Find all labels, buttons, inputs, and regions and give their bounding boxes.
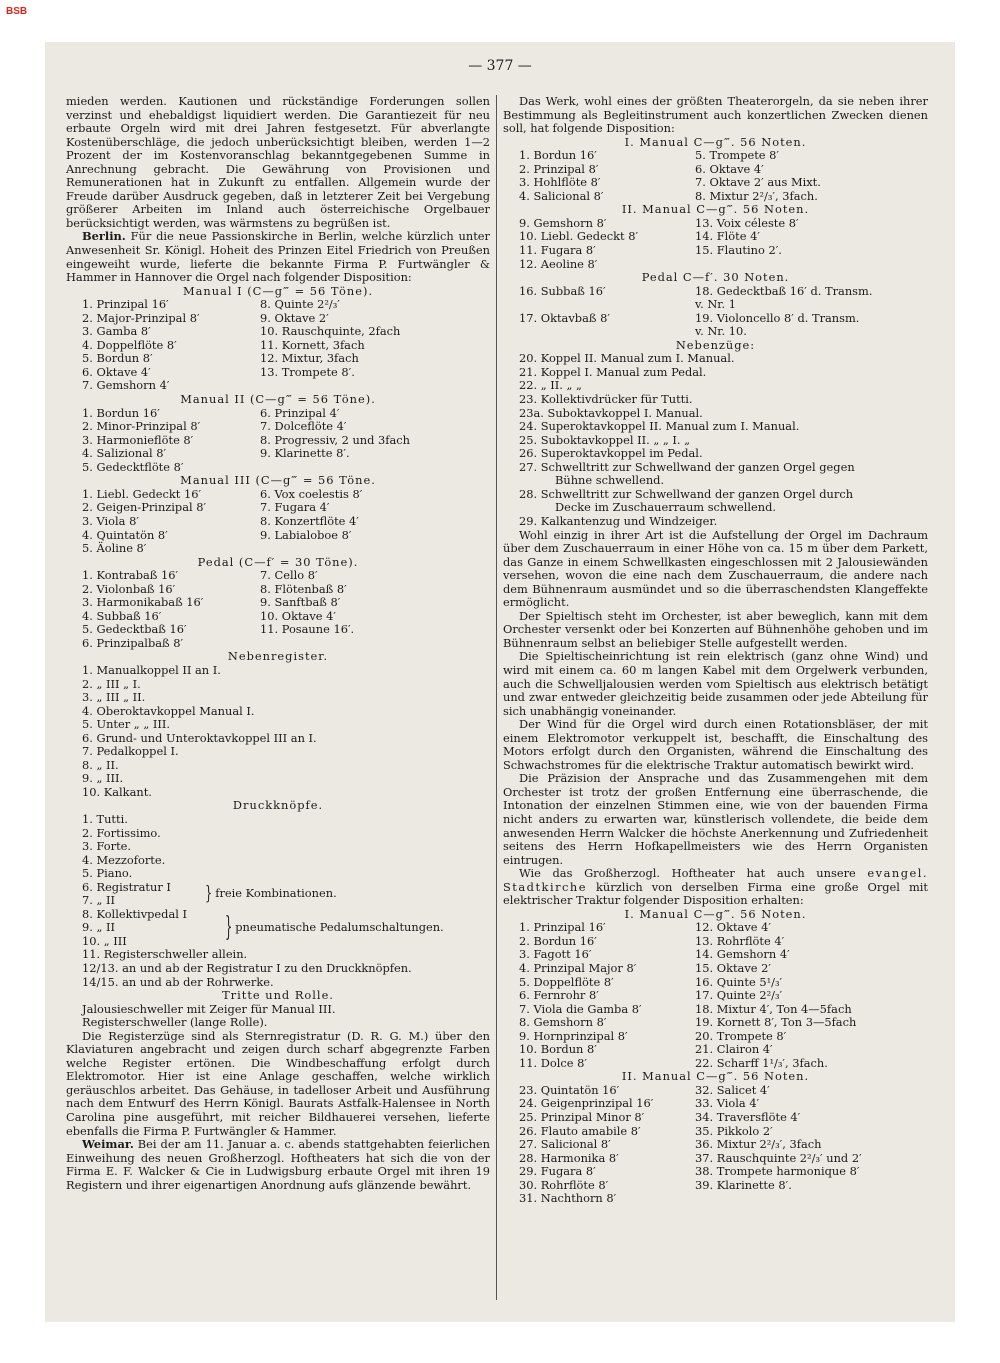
paragraph: [503, 867, 928, 908]
stop-row: [503, 976, 928, 990]
stop-entry: 9. Klarinette 8′.: [260, 446, 350, 461]
stop-entry: 4. Quintatön 8′: [82, 527, 168, 542]
list-item: 10. „ III: [82, 933, 127, 948]
stop-entry: [519, 298, 695, 312]
stop-row: [66, 434, 490, 448]
paragraph: Der Spieltisch steht im Orchester, ist aber beweglich, kann mit dem Orchester versenkt oder bei Konzerten auf Bühnenhöhe gehoben und im Bühnenraum selbst an beliebiger Stelle aufgestellt werden.: [503, 608, 928, 650]
section-heading: I. Manual C—g‴. 56 Noten.: [624, 906, 807, 921]
stop-entry: 8. Gemshorn 8′: [519, 1015, 607, 1030]
list-item: 28. Schwelltritt zur Schwellwand der ganzen Orgel durch: [519, 486, 854, 501]
section-heading: Manual III (C—g‴ = 56 Töne.: [180, 473, 376, 488]
list-item: 5. Piano.: [82, 866, 133, 881]
list-item: 2. „ III „ I.: [82, 676, 141, 691]
list-item: 6. Grund- und Unteroktavkoppel III an I.: [82, 730, 317, 745]
stop-entry: 17. Quinte 2²/₃′: [695, 988, 783, 1003]
stop-row: [66, 339, 490, 353]
stop-entry: 23. Quintatön 16′: [519, 1082, 620, 1097]
stop-entry: 25. Prinzipal Minor 8′: [519, 1110, 645, 1125]
library-mark: BSB: [6, 6, 28, 17]
stop-entry: 28. Harmonika 8′: [519, 1150, 619, 1165]
stop-entry: 5. Bordun 8′: [82, 351, 153, 366]
stop-entry: 5. Äoline 8′: [82, 541, 147, 556]
stop-entry: 11. Fugara 8′: [519, 243, 596, 258]
place-name: Berlin.: [82, 229, 126, 244]
list-item: 4. Mezzoforte.: [82, 852, 166, 867]
register-list: [66, 664, 490, 799]
list-item: 7. Pedalkoppel I.: [82, 744, 179, 759]
stop-entry: 8. Konzertflöte 4′: [260, 513, 359, 528]
stop-row: [503, 962, 928, 976]
paragraph: Wohl einzig in ihrer Art ist die Aufstellung der Orgel im Dachraum über dem Zuschauerraum in einer Höhe von ca. 15 m über dem Parkett, das Ganze in einem Schwellkasten eingeschlossen mit 2 Jalousiewänden versehen, wovon die eine nach dem Zuschauerraum, die andere nach dem Bühnenraum ausmündet und so die überraschendsten Klangeffekte ermöglicht.: [503, 527, 928, 610]
stop-row: [66, 407, 490, 421]
list-item: 4. Oberoktavkoppel Manual I.: [82, 703, 255, 718]
stop-row: [66, 596, 490, 610]
stop-entry: 2. Minor-Prinzipal 8′: [82, 419, 201, 434]
stop-entry: 35. Pikkolo 2′: [695, 1123, 773, 1138]
stop-row: [503, 1043, 928, 1057]
stop-row: [503, 1097, 928, 1111]
stop-entry: 1. Bordun 16′: [82, 405, 160, 420]
stop-row: [503, 1165, 928, 1179]
stop-entry: 5. Gedecktflöte 8′: [82, 459, 184, 474]
stop-entry: 5. Gedecktbaß 16′: [82, 622, 187, 637]
brace-label: pneumatische Pedalumschaltungen.: [235, 920, 444, 935]
list-item: 23a. Suboktavkoppel I. Manual.: [519, 405, 703, 420]
pedal-list: [66, 1003, 490, 1030]
stop-list: [503, 1084, 928, 1206]
list-item: 3. „ III „ II.: [82, 690, 146, 705]
paragraph: Das Werk, wohl eines der größten Theaterorgeln, da sie neben ihrer Bestimmung als Begleitinstrument auch konzertlichen Zwecken dienen soll, hat folgende Disposition:: [503, 94, 928, 136]
stop-entry: 1. Liebl. Gedeckt 16′: [82, 486, 202, 501]
stop-entry: 10. Oktave 4′: [260, 608, 336, 623]
stop-row: [503, 190, 928, 204]
coupler-list: [503, 352, 928, 460]
stop-row: [66, 420, 490, 434]
stop-row: [66, 501, 490, 515]
stop-entry: 7. Oktave 2′ aus Mixt.: [695, 175, 821, 190]
stop-entry: 7. Viola die Gamba 8′: [519, 1001, 642, 1016]
stop-row: [503, 230, 928, 244]
list-item: Bühne schwellend.: [555, 473, 665, 488]
list-item: 23. Kollektivdrücker für Tutti.: [519, 392, 693, 407]
stop-entry: 15. Oktave 2′: [695, 961, 771, 975]
stop-entry: 9. Oktave 2′: [260, 310, 329, 325]
stop-row: [66, 542, 490, 556]
section-heading: Tritte und Rolle.: [222, 988, 334, 1003]
stop-row: [503, 149, 928, 163]
page-number: — 377 —: [468, 58, 532, 74]
stop-row: [503, 1138, 928, 1152]
list-item: 9. „ II: [82, 920, 116, 935]
stop-entry: 24. Geigenprinzipal 16′: [519, 1096, 654, 1111]
stop-row: [66, 366, 490, 380]
brace-group: [66, 908, 490, 949]
stop-entry: 12. Mixtur, 3fach: [260, 351, 359, 366]
paragraph: Die Registerzüge sind als Sternregistratur (D. R. G. M.) über den Klaviaturen angebracht und zeigen durch scharf abgegrenzte Farben welche Register ertönen. Die Windbeschaffung erfolgt durch Elektromotor. Hier ist eine Anlage geschaffen, welche wirklich geräuschlos arbeitet. Das Gehäuse, in tadelloser Arbeit und Ausführung nach dem Entwurf des Herrn Königl. Baurats Astfalk-Halensee in North Carolina pine ausgeführt, mit reicher Bildhauerei versehen, lieferte ebenfalls die Firma P. Furtwängler & Hammer.: [66, 1028, 490, 1138]
stop-row: [66, 312, 490, 326]
stop-entry: 13. Trompete 8′.: [260, 364, 355, 379]
stop-entry: 9. Hornprinzipal 8′: [519, 1028, 628, 1043]
paragraph: Die Spieltischeinrichtung ist rein elektrisch (ganz ohne Wind) und wird mit einem ca. 60 m langen Kabel mit dem Orgelwerk verbunden, auch die Schwelljalousien werden vom Spieltisch aus elektrisch betätigt und zwar entweder gleichzeitig beide zusammen oder jede Abteilung für sich unabhängig voneinander.: [503, 649, 928, 718]
stop-row: [66, 447, 490, 461]
stop-row: [503, 1192, 928, 1206]
list-item: 21. Koppel I. Manual zum Pedal.: [519, 364, 707, 379]
brace-label: freie Kombinationen.: [215, 886, 337, 901]
list-item: 20. Koppel II. Manual zum I. Manual.: [519, 351, 735, 366]
stop-entry: 16. Quinte 5¹/₃′: [695, 974, 783, 989]
stop-entry: 7. Fugara 4′: [260, 500, 330, 515]
list-item: 5. Unter „ „ III.: [82, 717, 170, 732]
list-item: 27. Schwelltritt zur Schwellwand der ganzen Orgel gegen: [519, 459, 855, 474]
stop-entry: 38. Trompete harmonique 8′: [695, 1164, 860, 1179]
stop-entry: 7. Gemshorn 4′: [82, 378, 170, 393]
stop-list: [66, 298, 490, 393]
stop-row: [503, 312, 928, 326]
stop-row: [503, 935, 928, 949]
stop-entry: 6. Oktave 4′: [82, 364, 151, 379]
section-heading: Nebenzüge:: [675, 337, 756, 352]
stop-row: [503, 1003, 928, 1017]
stop-row: [503, 244, 928, 258]
stop-entry: 6. Prinzipal 4′: [260, 405, 340, 420]
list-item: 9. „ III.: [82, 771, 124, 786]
list-item: 11. Registerschweller allein.: [82, 947, 248, 962]
stop-row: [503, 921, 928, 935]
list-item: 14/15. an und ab der Rohrwerke.: [82, 974, 274, 989]
stop-entry: 29. Fugara 8′: [519, 1164, 596, 1179]
stop-entry: 9. Labialoboe 8′: [260, 527, 352, 542]
stop-entry: 4. Salizional 8′: [82, 446, 167, 461]
stop-entry: 4. Subbaß 16′: [82, 608, 162, 623]
stop-entry: 34. Traversflöte 4′: [695, 1110, 801, 1125]
stop-entry: 36. Mixtur 2²/₃′, 3fach: [695, 1137, 822, 1152]
stop-row: [503, 1016, 928, 1030]
stop-row: [503, 285, 928, 299]
stop-entry: 22. Scharff 1¹/₃′, 3fach.: [695, 1055, 828, 1070]
stop-entry: 1. Prinzipal 16′: [519, 920, 606, 935]
stop-list: [66, 407, 490, 475]
stop-entry: 2. Bordun 16′: [519, 933, 597, 948]
section-heading: Pedal C—f′. 30 Noten.: [641, 270, 790, 285]
paragraph-text: kürzlich von derselben Firma eine große Orgel mit elektrischer Traktur folgender Disposition erhalten:: [503, 879, 928, 908]
stop-entry: 18. Gedecktbaß 16′ d. Transm.: [695, 283, 873, 298]
stop-row: [66, 461, 490, 475]
church-name: evangel. Stadtkirche: [503, 866, 929, 894]
stop-entry: 26. Flauto amabile 8′: [519, 1123, 641, 1138]
stop-row: [503, 217, 928, 231]
list-item: Registerschweller (lange Rolle).: [82, 1015, 268, 1030]
stop-list: [503, 149, 928, 203]
section-heading: Nebenregister.: [227, 649, 329, 664]
section-heading: Manual I (C—g‴ = 56 Töne).: [182, 283, 374, 298]
section-heading: II. Manual C—g‴. 56 Noten.: [621, 1069, 810, 1084]
stop-entry: 3. Fagott 16′: [519, 947, 592, 962]
paragraph: Der Wind für die Orgel wird durch einen Rotationsbläser, der mit einem Elektromotor verkuppelt ist, beschafft, die Einschaltung des Motors erfolgt durch den Organisten, während die Einschaltung des Schwachstromes für die elektrische Traktur automatisch bewirkt wird.: [503, 717, 928, 772]
stop-entry: 9. Gemshorn 8′: [519, 215, 607, 230]
stop-entry: 14. Flöte 4′: [695, 229, 760, 244]
paragraph: mieden werden. Kautionen und rückständige Forderungen sollen verzinst und ehebaldigst liquidiert werden. Die Garantiezeit für neu erbaute Orgeln wird mit drei Jahren festgesetzt. Für abverlangte Kostenüberschläge, die jedoch unberücksichtigt bleiben, werden 1—2 Prozent der im Kostenvoranschlag bekanntgegebenen Summe in Anrechnung gebracht. Die Gewährung von Provisionen und Remunerationen hat in Zukunft zu entfallen. Allgemein wurde der Freude darüber Ausdruck gegeben, daß in letzterer Zeit bei Vergebung größerer Arbeiten im Inland auch österreichische Orgelbauer berücksichtigt werden, was wärmstens zu begrüßen ist.: [66, 94, 490, 230]
stop-entry: 16. Subbaß 16′: [519, 283, 606, 298]
stop-row: [503, 1057, 928, 1071]
list-item: 24. Superoktavkoppel II. Manual zum I. Manual.: [519, 419, 800, 434]
button-list: [66, 948, 490, 989]
stop-row: [503, 1030, 928, 1044]
list-item: 26. Superoktavkoppel im Pedal.: [519, 446, 703, 461]
stop-entry: 2. Geigen-Prinzipal 8′: [82, 500, 207, 515]
section-heading: Pedal (C—f′ = 30 Töne).: [197, 554, 359, 569]
stop-entry: 4. Prinzipal Major 8′: [519, 961, 637, 975]
stop-list: [66, 488, 490, 556]
stop-entry: 21. Clairon 4′: [695, 1042, 773, 1057]
stop-entry: 8. Quinte 2²/₃′: [260, 297, 340, 312]
stop-row: [503, 1084, 928, 1098]
list-item: 12/13. an und ab der Registratur I zu den Druckknöpfen.: [82, 961, 412, 975]
brace: }: [205, 881, 213, 905]
right-column: [503, 95, 928, 1206]
stop-entry: 17. Oktavbaß 8′: [519, 310, 610, 325]
stop-entry: 3. Harmonieflöte 8′: [82, 432, 194, 447]
stop-entry: 5. Trompete 8′: [695, 148, 779, 163]
stop-entry: 3. Harmonikabaß 16′: [82, 595, 204, 610]
list-item: 2. Fortissimo.: [82, 825, 161, 840]
stop-entry: 3. Hohlflöte 8′: [519, 175, 601, 190]
stop-row: [66, 352, 490, 366]
stop-entry: 3. Gamba 8′: [82, 324, 151, 339]
stop-list: [503, 285, 928, 339]
stop-row: [66, 569, 490, 583]
stop-row: [66, 325, 490, 339]
section-heading: Manual II (C—g‴ = 56 Töne).: [180, 392, 376, 407]
stop-entry: 8. Mixtur 2²/₃′, 3fach.: [695, 188, 818, 203]
stop-row: [66, 515, 490, 529]
stop-entry: 4. Salicional 8′: [519, 188, 604, 203]
stop-entry: 10. Bordun 8′: [519, 1042, 597, 1057]
stop-row: [66, 298, 490, 312]
list-item: Decke im Zuschauerraum schwellend.: [555, 500, 777, 515]
stop-row: [66, 529, 490, 543]
stop-entry: 2. Prinzipal 8′: [519, 161, 599, 176]
paragraph-text: Bei der am 11. Januar a. c. abends stattgehabten feierlichen Einweihung des neuen Großherzogl. Hoftheaters hat sich die von der Firma E. F. Walcker & Cie in Ludwigsburg erbaute Orgel mit ihren 19 Registern und ihrer eigenartigen Anordnung aufs glänzende bewährt.: [66, 1137, 490, 1192]
place-name: Weimar.: [82, 1137, 134, 1152]
section-heading: Druckknöpfe.: [232, 798, 324, 813]
stop-entry: 19. Violoncello 8′ d. Transm.: [695, 310, 860, 325]
paragraph-text: Wie das Großherzogl. Hoftheater hat auch unsere: [519, 866, 856, 881]
stop-entry: 18. Mixtur 4′, Ton 4—5fach: [695, 1001, 852, 1016]
stop-entry: 11. Kornett, 3fach: [260, 337, 365, 352]
stop-entry: 8. Flötenbaß 8′: [260, 581, 347, 596]
list-item: 29. Kalkantenzug und Windzeiger.: [519, 513, 718, 528]
left-column: [66, 95, 490, 1192]
stop-entry: 7. Cello 8′: [260, 568, 318, 583]
stop-entry: 6. Prinzipalbaß 8′: [82, 635, 184, 650]
stop-entry: 2. Major-Prinzipal 8′: [82, 310, 200, 325]
paragraph-berlin: [66, 230, 490, 284]
stop-row: [503, 948, 928, 962]
stop-entry: 12. Oktave 4′: [695, 920, 771, 935]
list-item: 8. Kollektivpedal I: [82, 906, 188, 921]
stop-entry: 11. Posaune 16′.: [260, 622, 355, 637]
list-item: 25. Suboktavkoppel II. „ „ I. „: [519, 432, 691, 447]
stop-entry: 1. Bordun 16′: [519, 148, 597, 163]
stop-entry: 13. Rohrflöte 4′: [695, 933, 785, 948]
stop-row: [66, 488, 490, 502]
stop-entry: 19. Kornett 8′, Ton 3—5fach: [695, 1015, 857, 1030]
stop-row: [503, 258, 928, 272]
stop-entry: 1. Prinzipal 16′: [82, 297, 169, 312]
stop-entry: 6. Fernrohr 8′: [519, 988, 599, 1003]
stop-entry: 13. Voix céleste 8′: [695, 215, 799, 230]
stop-row: [503, 325, 928, 339]
list-item: 3. Forte.: [82, 839, 132, 854]
list-item: 1. Manualkoppel II an I.: [82, 662, 221, 677]
stop-entry: 31. Nachthorn 8′: [519, 1191, 617, 1206]
stop-entry: 7. Dolceflöte 4′: [260, 419, 347, 434]
paragraph: Die Präzision der Ansprache und das Zusammengehen mit dem Orchester ist trotz der großen Entfernung eine überraschende, die Intonation der einzelnen Stimmen eine, wie von der bauenden Firma nicht anders zu erwarten war, künstlerisch vollendete, die beide dem anwesenden Herrn Walcker die höchste Anerkennung und Zufriedenheit seitens des Herrn Hofkapellmeisters wie des Herrn Organisten eintrugen.: [503, 771, 928, 867]
list-item: 7. „ II: [82, 893, 116, 908]
stop-entry: 20. Trompete 8′: [695, 1028, 787, 1043]
stop-entry: 11. Dolce 8′: [519, 1055, 587, 1070]
list-item: 8. „ II.: [82, 757, 119, 772]
stop-entry: 6. Vox coelestis 8′: [260, 486, 363, 501]
stop-entry: 3. Viola 8′: [82, 513, 139, 528]
stop-entry: v. Nr. 1: [695, 297, 736, 312]
stop-entry: 39. Klarinette 8′.: [695, 1177, 792, 1192]
list-item: 22. „ II. „ „: [519, 378, 582, 393]
stop-row: [66, 623, 490, 637]
stop-list: [503, 217, 928, 271]
stop-entry: [519, 325, 695, 339]
stop-row: [66, 583, 490, 597]
stop-row: [503, 989, 928, 1003]
stop-list: [66, 569, 490, 650]
section-heading: I. Manual C—g‴. 56 Noten.: [624, 134, 807, 149]
paragraph-weimar: [66, 1138, 490, 1192]
stop-entry: 1. Kontrabaß 16′: [82, 568, 179, 583]
stop-entry: v. Nr. 10.: [695, 324, 747, 339]
stop-entry: 8. Progressiv, 2 und 3fach: [260, 432, 411, 447]
stop-entry: 5. Doppelflöte 8′: [519, 974, 614, 989]
list-item: 1. Tutti.: [82, 811, 128, 826]
brace-group: [66, 881, 490, 908]
stop-entry: 15. Flautino 2′.: [695, 243, 782, 258]
stop-row: [503, 176, 928, 190]
stop-entry: 9. Sanftbaß 8′: [260, 595, 341, 610]
stop-entry: 30. Rohrflöte 8′: [519, 1177, 609, 1192]
stop-row: [503, 1179, 928, 1193]
stop-entry: 4. Doppelflöte 8′: [82, 337, 177, 352]
stop-entry: 10. Liebl. Gedeckt 8′: [519, 229, 639, 244]
stop-list: [503, 921, 928, 1070]
stop-entry: 27. Salicional 8′: [519, 1137, 611, 1152]
stop-entry: 14. Gemshorn 4′: [695, 947, 790, 962]
stop-row: [503, 163, 928, 177]
stop-entry: 12. Aeoline 8′: [519, 256, 598, 271]
stop-row: [503, 1111, 928, 1125]
stop-row: [503, 298, 928, 312]
stop-entry: 10. Rauschquinte, 2fach: [260, 324, 401, 339]
section-heading: II. Manual C—g‴. 56 Noten.: [621, 202, 810, 217]
stop-entry: 33. Viola 4′: [695, 1096, 760, 1111]
list-item: 6. Registratur I: [82, 879, 171, 894]
button-list: [66, 813, 490, 881]
column-rule: [496, 95, 497, 1300]
stop-row: [503, 1125, 928, 1139]
stop-entry: 6. Oktave 4′: [695, 161, 764, 176]
stop-row: [66, 379, 490, 393]
stop-entry: 2. Violonbaß 16′: [82, 581, 176, 596]
list-item: Jalousieschweller mit Zeiger für Manual III.: [82, 1001, 336, 1016]
stop-row: [66, 637, 490, 651]
list-item: 10. Kalkant.: [82, 784, 152, 799]
stop-entry: 37. Rauschquinte 2²/₃′ und 2′: [695, 1150, 862, 1165]
paragraph-text: Für die neue Passionskirche in Berlin, welche kürzlich unter Anwesenheit Sr. Königl. Hoheit des Prinzen Eitel Friedrich von Preußen eingeweiht wurde, lieferte die bekannte Firma P. Furtwängler & Hammer in Hannover die Orgel nach folgender Disposition:: [66, 229, 490, 285]
brace: }: [225, 909, 233, 944]
stop-entry: 32. Salicet 4′: [695, 1082, 770, 1097]
stop-row: [503, 1152, 928, 1166]
stop-row: [66, 610, 490, 624]
